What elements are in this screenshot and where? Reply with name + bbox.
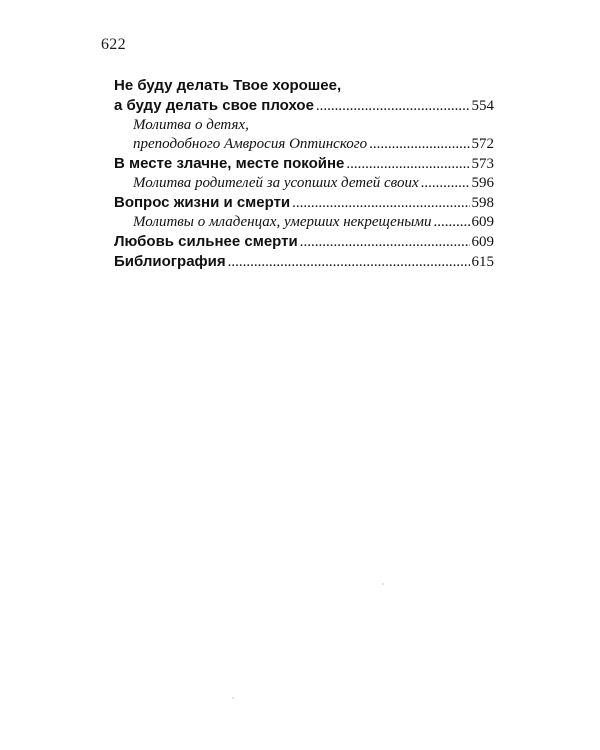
dot-leader [292, 193, 469, 213]
toc-entry-title-line-1 [133, 116, 494, 135]
toc-page-number: 615 [471, 254, 494, 270]
toc-entry-title: а буду делать свое плохое [114, 97, 314, 114]
toc-entry-lyubov-silnee[interactable] [114, 232, 494, 252]
toc-entry-title: преподобного Амвросия Оптинского [133, 136, 368, 152]
toc-entry-title: Молитва о детях, [133, 117, 249, 133]
toc-entry-line [114, 232, 494, 252]
toc-page-number: 573 [471, 156, 494, 172]
toc-entry-title: Молитвы о младенцах, умерших некрещеными [133, 214, 432, 230]
toc-entry-line [114, 193, 494, 213]
toc-entry-line [133, 174, 494, 193]
toc-entry-ne-budu-delat[interactable] [114, 76, 494, 116]
toc-entry-title: В месте злачне, месте покойне [114, 155, 345, 172]
toc-entry-line [114, 154, 494, 174]
toc-page-number: 598 [471, 195, 494, 211]
dot-leader [369, 135, 469, 154]
dot-leader [316, 96, 470, 116]
toc-page-number: 572 [471, 136, 494, 152]
toc-entry-title-line-1 [114, 76, 494, 96]
toc-entry-bibliografiya[interactable] [114, 252, 494, 272]
dot-leader [228, 252, 470, 272]
dot-leader [421, 174, 470, 193]
toc-entry-title-line-2 [133, 135, 494, 154]
page-number: 622 [101, 36, 126, 53]
toc-page-number: 609 [471, 234, 494, 250]
toc-entry-line [114, 252, 494, 272]
toc-page-number: 554 [471, 98, 494, 114]
dot-leader [346, 154, 469, 174]
dot-leader [434, 213, 470, 232]
toc-entry-line [133, 213, 494, 232]
toc-entry-title: Любовь сильнее смерти [114, 233, 298, 250]
toc-entry-title: Молитва родителей за усопших детей своих [133, 175, 419, 191]
toc-subentry-molitva-roditeley[interactable] [114, 174, 494, 193]
table-of-contents [114, 76, 494, 272]
toc-entry-title: Библиография [114, 253, 226, 270]
toc-page-number: 609 [471, 214, 494, 230]
toc-entry-title-line-2 [114, 96, 494, 116]
dot-leader [300, 232, 470, 252]
toc-subentry-molitva-o-detyah[interactable] [114, 116, 494, 154]
scan-speck [232, 697, 234, 699]
toc-entry-v-meste-zlachne[interactable] [114, 154, 494, 174]
toc-entry-vopros-zhizni[interactable] [114, 193, 494, 213]
scan-speck [382, 583, 384, 585]
toc-page-number: 596 [471, 175, 494, 191]
toc-subentry-molitvy-o-mladentsah[interactable] [114, 213, 494, 232]
toc-entry-title: Не буду делать Твое хорошее, [114, 77, 342, 94]
toc-entry-title: Вопрос жизни и смерти [114, 194, 291, 211]
